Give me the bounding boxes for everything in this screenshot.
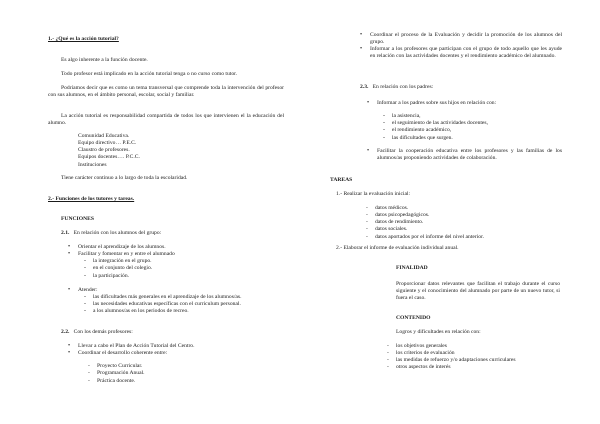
- sub-list-item: - Práctica docente.: [88, 378, 278, 385]
- community-item: Equipos docentes…. P.C.C.: [78, 154, 140, 161]
- community-item: Instituciones: [78, 161, 107, 168]
- community-item: Comunidad Educativa.: [78, 133, 130, 139]
- community-list: [78, 133, 140, 169]
- contenido-list: [387, 343, 562, 372]
- sub-list-item: - los objetivos generales: [387, 343, 562, 350]
- sub-list-item: - Programación Anual.: [88, 370, 278, 377]
- section-2-1-attend-list: [68, 287, 284, 316]
- finalidad-heading: FINALIDAD: [396, 265, 428, 271]
- sub-list-item: - las dificultades que surgen.: [383, 135, 562, 142]
- task-1: 1.- Realizar la evaluación inicial:: [336, 191, 411, 197]
- sub-list-item: - el rendimiento académico,: [383, 127, 562, 134]
- contenido-heading: CONTENIDO: [396, 315, 431, 321]
- intro-paragraph-1: Es algo inherente a la función docente.: [61, 57, 148, 63]
- sub-list-item: - otros aspectos de interés: [387, 364, 562, 371]
- section-2-2-heading: [61, 329, 133, 336]
- section-title: En relación con los padres:: [372, 84, 434, 90]
- intro-paragraph-2: Todo profesor está implicado en la acción tutorial tenga o no curso como tutor.: [61, 71, 238, 77]
- section-2-1-list: [68, 244, 278, 280]
- task-1-list: [366, 205, 556, 241]
- section-number: 2.1.: [61, 230, 70, 236]
- list-item: • Orientar el aprendizaje de los alumnos.: [68, 244, 278, 251]
- sub-list-item: - datos médicos.: [366, 205, 556, 212]
- sub-list-item: - datos de rendimiento.: [366, 219, 556, 226]
- sub-list-item: - datos sociales.: [366, 226, 556, 233]
- contenido-text: Logros y dificultades en relación con:: [396, 329, 481, 335]
- sub-list-item: - datos psicopedagógicos.: [366, 212, 556, 219]
- sub-list-item: - la participación.: [84, 273, 278, 280]
- intro-paragraph-3: Podríamos decir que es como un tema transversal que comprende toda la intervención del profesor con sus alumnos, en el ámbito personal, escolar, social y familiar.: [48, 85, 284, 99]
- sub-list-item: - las medidas de refuerzo y/o adaptaciones curriculares: [387, 357, 562, 364]
- section-2-2-list: [68, 343, 278, 385]
- sub-list-item: - Proyecto Curricular.: [88, 363, 278, 370]
- section-title: En relación con los alumnos del grupo:: [73, 230, 162, 236]
- section-title: Con los demás profesores:: [73, 329, 133, 335]
- top-bullets: [360, 32, 562, 61]
- section-number: 2.2.: [61, 329, 70, 335]
- sub-list-item: - a los alumnos/as en los periodos de recreo.: [84, 308, 284, 315]
- sub-list-item: - las dificultades más generales en el aprendizaje de los alumnos/as.: [84, 294, 284, 301]
- sub-list-item: - la asistencia,: [383, 113, 562, 120]
- tareas-heading: TAREAS: [330, 177, 353, 183]
- community-item: Equipo directivo… P.E.C.: [78, 140, 137, 147]
- section-2-3-heading: [360, 84, 433, 91]
- list-item: • Coordinar el proceso de la Evaluación y decidir la promoción de los alumnos del grupo.: [360, 32, 562, 46]
- question-1-title: 1.- ¿Qué es la acción tutorial?: [48, 36, 119, 42]
- list-item: • Atender: - las dificultades más generales en el aprendizaje de los alumnos/as. - las necesidades educativas específicas con el curriculum personal. - a los alumnos/as en los periodos de recreo.: [68, 287, 284, 316]
- section-2-3-list: [367, 100, 562, 162]
- list-item: • Llevar a cabo el Plan de Acción Tutorial del Centro.: [68, 343, 278, 350]
- sub-list-item: - la integración en el grupo.: [84, 258, 278, 265]
- sub-list-item: - datos aportados por el informe del nivel anterior.: [366, 234, 556, 241]
- community-item: Claustro de profesores.: [78, 147, 130, 154]
- sub-list-item: - el seguimiento de las actividades docentes,: [383, 120, 562, 127]
- finalidad-text: Proporcionar datos relevantes que facilitan el trabajo durante el curso siguiente y el conocimiento del alumnado por parte de un nuevo tutor, si fuera el caso.: [396, 281, 560, 302]
- intro-paragraph-5: Tiene carácter continuo a lo largo de toda la escolaridad.: [61, 175, 188, 181]
- question-2-title: 2.- Funciones de los tutores y tareas.: [48, 196, 135, 202]
- list-item: • Informar a los profesores que participan con el grupo de todo aquello que les ayude en relación con las actividades docentes y el rendimiento académico del alumnado.: [360, 46, 562, 60]
- task-2: 2.- Elaborar el informe de evaluación individual anual.: [336, 245, 459, 251]
- funciones-heading: FUNCIONES: [61, 216, 94, 222]
- intro-paragraph-4: La acción tutorial es responsabilidad compartida de todos los que intervienen el la educación del alumno.: [48, 113, 284, 127]
- sub-list-item: - los criterios de evaluación: [387, 350, 562, 357]
- sub-list-item: - en el conjunto del colegio.: [84, 265, 278, 272]
- list-item: • Facilitar la cooperación educativa entre los profesores y las familias de los alumnos/as proponiendo actividades de colaboración.: [367, 148, 562, 162]
- section-number: 2.3.: [360, 84, 369, 90]
- section-2-1-heading: [61, 230, 161, 237]
- sub-list-item: - las necesidades educativas específicas con el curriculum personal.: [84, 301, 284, 308]
- list-item: • Coordinar el desarrollo coherente entre:: [68, 350, 278, 357]
- list-item: • Facilitar y fomentar en y entre el alumnado - la integración en el grupo. - en el conjunto del colegio. - la participación.: [68, 251, 278, 280]
- list-item: • Informar a los padres sobre sus hijos en relación con: - la asistencia, - el seguimiento de las actividades docentes, - el rendimiento académico, - las dificultades que surgen.: [367, 100, 562, 142]
